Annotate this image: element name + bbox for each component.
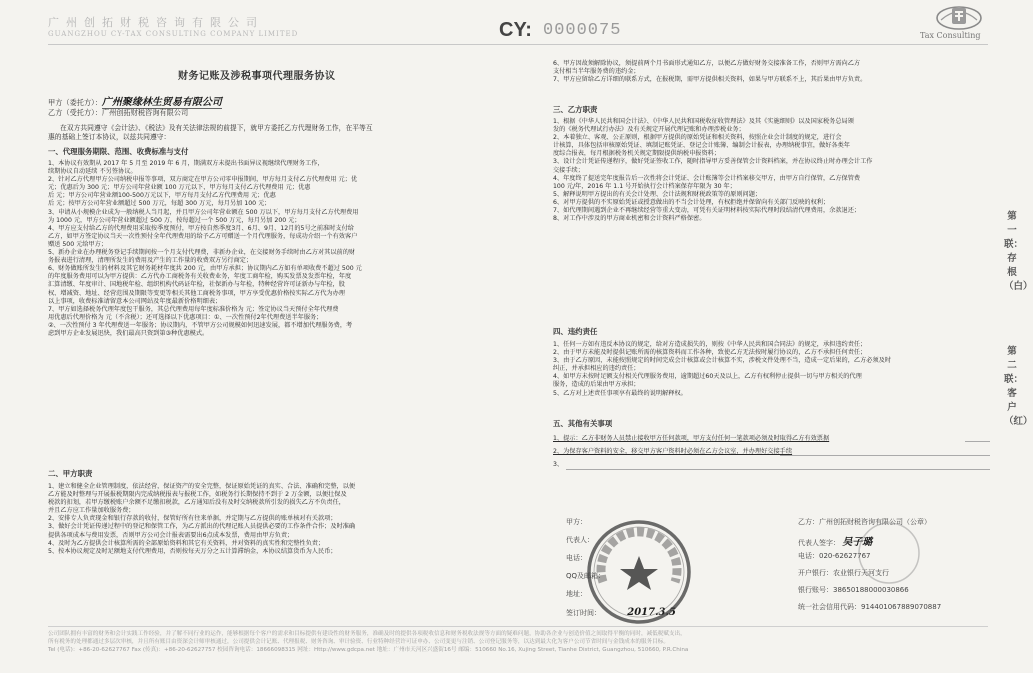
- clause-line: 1、本协议有效期从 2017 年 5 月至 2019 年 6 月，期满双方未提出书面异议视继续代理财务工作，: [48, 160, 324, 167]
- header-company-en: GUANGZHOU CY-TAX CONSULTING COMPANY LIMITED: [48, 30, 299, 38]
- clause-line: 用优惠后代理价格为 元（不含税）；还可选择以下优惠项目：①、一次性预付2年代理费送半年服务；: [48, 313, 323, 321]
- party-a-phone-label: 电话：: [566, 554, 587, 562]
- intro-paragraph: [48, 124, 510, 141]
- clause-line: 7、甲方应留给乙方详细的联系方式，在报税期，需甲方提供相关资料，如果与甲方联系不上，其后果由甲方负责。: [553, 76, 867, 84]
- party-b-credit-code: 统一社会信用代码：914401067889070887: [798, 603, 942, 611]
- clause-line: 5、解释说明甲方提出的有关会计处理、会计法规和财税政策等的原则问题；: [553, 190, 762, 198]
- clause-line: 6、甲方因故须解除协议，须提前两个月书面形式通知乙方，以便乙方做好财务交接准备工作，否则甲方需向乙方: [553, 60, 861, 67]
- clause-line: 3、: [553, 461, 564, 469]
- section-other-matters: [553, 418, 1003, 469]
- clause-line: 3、设计会计凭证传递程序，做好凭证签收工作，随时指导甲方妥善保管会计资料档案，并在协议终止时办理会计工作: [553, 158, 873, 166]
- blank-line: [780, 455, 990, 456]
- clause-line: 后 元；按甲方公司年营业额超过 500 万元，每超 300 万元，每月另加 100 元；: [48, 200, 271, 208]
- party-b-bank: 开户银行：农业银行天河支行: [798, 569, 889, 577]
- clause-line: 2、为保存客户资料的安全，移交甲方客户资料时必须在乙方会议室，并办理好交接手续: [553, 448, 793, 456]
- party-b-sign-label: 乙方：广州创拓财税咨询有限公司（公章）: [798, 518, 931, 526]
- section-heading: 三、乙方职责: [553, 105, 598, 114]
- section-service-terms: [48, 146, 498, 338]
- clause-line: 1、任何一方如有违反本协议的规定，给对方造成损失的，则按《中华人民共和国合同法》的规定，承担违约责任；: [553, 341, 867, 348]
- clause-line: 6、对甲方提供的不实原始凭证或授意做出的不当会计处理，有权拒绝并保留向有关部门反映的权利；: [553, 198, 830, 206]
- header-divider: [48, 44, 988, 45]
- clause-line: 4、甲方应支付给乙方的代理费用采取按季度预付，甲方按自然季度3月、6月、9月、12月的5号之前准时支付给: [48, 224, 354, 232]
- clause-line: 务报表进行清理，清理所发生的费用及产生的工作量的收费双方另行商定；: [48, 257, 253, 265]
- intro-line: 在双方共同遵守《会计法》、《税法》及有关法律法规的前提下，就甲方委托乙方代理财务工作，在平等互: [60, 124, 373, 132]
- clause-line: 元；优惠后为 300 元；甲方公司年营业额 100 万元以下，甲方每月支付乙方代理费用 元；优惠: [48, 184, 311, 192]
- document-title: 财务记账及涉税事项代理服务协议: [178, 71, 336, 82]
- clause-line: 3、申请从小规模企业成为一般纳税人当月起，并且甲方公司年营业额在 500 万以下，甲方每月支付乙方代理费用: [48, 208, 359, 216]
- blank-line: [566, 469, 990, 470]
- clause-line: 7、如代理期间遇到企业不再继续经营等重大变动，可凭有关证明材料按实际代理时段结清代理费用，余款退还；: [553, 207, 861, 215]
- serial-prefix: CY:: [499, 19, 532, 41]
- party-b-rep-signature: 吴子璐: [842, 537, 873, 548]
- section-heading: 四、违约责任: [553, 327, 598, 336]
- clause-line: 以上事项，收费标准请留意本公司网站及年度最新价格明细表；: [48, 297, 222, 305]
- company-seal-icon: [585, 518, 693, 626]
- clause-line: 计核算，具体包括审核原始凭证、填制记账凭证、登记会计账簿、编制会计报表，办理纳税事宜，做好各类年: [553, 142, 850, 150]
- footer-line: 公司团队拥有丰富的财务和会计实践工作经验，并了解不同行业的运作，能够根据每个客户的需求和目标提供有建设性的财务服务，准确及时的提供各项税收信息和财务税收法规等方面的疑难问题，协助各企业与创造价值之间取得平衡的同时，减低税赋支出，: [48, 631, 686, 637]
- party-b-phone: 电话：020-62627767: [798, 552, 871, 560]
- party-b-name: 广州创拓财税咨询有限公司: [101, 108, 189, 117]
- clause-line: 为 1000 元，甲方公司年营业额超过 500 万，按每超过一个 500 万元，每月另加 200 元；: [48, 216, 301, 224]
- clause-line: 5、乙方对上述责任事项享有最终的说明解释权。: [553, 389, 687, 397]
- company-logo-icon: [932, 2, 986, 32]
- clause-line: 发的《税务代理试行办法》及有关规定开展代理记账和办理涉税业务；: [553, 126, 745, 134]
- clause-line: 后 元；甲方公司年营业额100-500万元以下，甲方每月支付乙方代理费用 元；优惠: [48, 192, 276, 200]
- clause-line: 汇算清缴、年度审计、国地税年检、组织机构代码证年检，社保新办与年检，特种经营许可证新办与年检，股: [48, 281, 345, 289]
- side-label-customer: 第二联：客户（红）: [1004, 346, 1033, 427]
- party-a-qq-label: QQ及邮箱：: [566, 572, 606, 580]
- intro-line: 惠的基础上签订本协议，以兹共同遵守：: [48, 132, 171, 141]
- clause-line: 支付相当半年服务费的违约金；: [553, 68, 640, 76]
- section-liability: [553, 326, 1003, 398]
- footer-contact: Tel (电话)：+86-20-62627767 Fax (传真)：+86-20-62627757 校园咨询电话：18666098315 网址：Http://www.gdcpa.net 地址：广州市天河区兴盛街16号 邮编：510660 No.16, Xujing Street, Tianhe District, Guangzhou, 510660, P.R.China: [48, 647, 689, 653]
- serial-number: 0000075: [543, 21, 622, 40]
- party-a-sign-label: 甲方：: [566, 518, 587, 526]
- section-heading: 二、甲方职责: [48, 469, 93, 478]
- footer-divider: [48, 626, 988, 627]
- party-a-rep-label: 代表人：: [566, 536, 594, 544]
- clause-line: 服务，造成的后果由甲方承担；: [553, 381, 640, 389]
- party-b-rep-label: 代表人签字：: [798, 539, 840, 547]
- party-a-label: 甲方（委托方）：: [48, 98, 102, 107]
- party-a-duties-continued: [553, 60, 1003, 84]
- clause-line: 2、安排专人负责现金和银行存款的收付，保管好所有往来单据，并定期与乙方提供的账单核对有关款项；: [48, 515, 337, 523]
- clause-line: 8、对工作中涉及的甲方商业机密和会计资料严格保密。: [553, 215, 706, 223]
- blank-line: [965, 441, 990, 442]
- clause-line: 2、针对乙方代理甲方公司纳税申报等事项，双方商定在甲方公司零申报期间，甲方每月支付乙方代理费用 元；优: [48, 176, 358, 184]
- clause-line: 2、由于甲方未能及时提供记账所需的核算资料而工作各种，致使乙方无法按时履行协议的，乙方不承担任何责任；: [553, 349, 867, 357]
- section-party-a-duties: [48, 468, 498, 556]
- clause-line: 5、按本协议规定及时足额地支付代理费用，否则按每天万分之五计算滞纳金，本协议结算货币为人民币；: [48, 547, 337, 555]
- section-heading: 五、其他有关事项: [553, 419, 613, 428]
- party-a-date-label: 签订时间：: [566, 609, 601, 617]
- party-b-account: 银行账号：38650188000030866: [798, 586, 909, 594]
- footer: [48, 630, 988, 654]
- clause-line: 3、做好会计凭证传递过程中的登记和保管工作，为乙方派出的代理记账人员提供必要的工作条件合作；及时准确: [48, 523, 356, 531]
- clause-line: 的年度服务费用可以为甲方提供：乙方代办工商税务有关收费业务，年度工商年检，购买发票及发票年检，年度: [48, 273, 352, 281]
- clause-line: 3、由于乙方原因，未能按照规定的时间完成会计核算或会计核算不实，涉税文件处理不当，造成一定后果的，乙方必须及时: [553, 357, 892, 365]
- party-a-name: 广州聚缘林生贸易有限公司: [102, 93, 222, 109]
- clause-line: 1、提示：乙方非财务人员禁止接收甲方任何款项，甲方支付任何一笔款项必须及时取得乙方有效票据: [553, 435, 830, 442]
- clause-line: 乙方能及时整理与开展报税期限内完成纳税报表与报税工作，如税务行长期保持不到于 2 万金额，以便壮保及: [48, 491, 347, 499]
- clause-line: 交接手续；: [553, 166, 584, 174]
- clause-line: 6、财务做账所发生的材料及其它财务耗材年度共 200 元，由甲方承担；协议期内乙方如有单项收费不超过 500 元: [48, 265, 362, 273]
- clause-line: 续期协议自动延续 不另签协议。: [48, 168, 137, 176]
- footer-line: 所有税务的处理都通过多层次审核，并且所有账目由资深会计师审核通过，公司提供会计记账、代理报税、财务咨询、审计验资、行业特种经营许可证申办、公司变更与注销、公司登记服务等，以达到最大化为客户公司节省时间与金钱成本的服务目标。: [48, 639, 669, 645]
- header-company-cn: 广州创拓财税咨询有限公司: [48, 16, 264, 29]
- party-b-label: 乙方（受托方）：: [48, 108, 102, 117]
- clause-line: 乙方，如甲方签定协议当天一次性预付全年代理费用的给予乙方可赠送一个月代理服务，每成功介绍一个有效客户: [48, 232, 358, 240]
- clause-line: 1、建立和健全企业管理制度，依法经营，保证资产的安全完整，保证原始凭证的真实、合法、准确和完整，以便: [48, 483, 356, 490]
- clause-line: 5、新办企业在办理税务登记手续期间按一个月支付代理费，非新办企业，在交接财务手续时由乙方对其以前的财: [48, 249, 356, 257]
- side-label-stub: 第一联：存根（白）: [1004, 211, 1033, 292]
- party-a-address-label: 地址：: [566, 590, 587, 598]
- party-b-seal-icon: [856, 520, 922, 586]
- clause-line: 提供各项成本与费用发票，否则甲方公司会计报表需要出6点成本发票，费用由甲方负责；: [48, 531, 294, 539]
- logo-tagline: Tax Consulting: [920, 31, 981, 40]
- section-heading: 一、代理服务期限、范围、收费标准与支付: [48, 147, 189, 156]
- clause-line: 7、甲方如选择税务代理年度包干服务，其总代理费用每年度标准价格为 元；签定协议当天预付全年代理费: [48, 305, 339, 313]
- clause-line: 并且乙方应工作量加收服务费；: [48, 507, 135, 515]
- clause-line: 4、年度终了提送完年度报告后一次性将会计凭证、会计账簿等会计档案移交甲方，由甲方自行保管，乙方保管费: [553, 174, 861, 182]
- clause-line: 1、根据《中华人民共和国会计法》、《中华人民共和国税收征收管理法》及其《实施细则》以及国家税务总局颁: [553, 118, 854, 125]
- clause-line: 赠送 500 元给甲方；: [48, 240, 108, 248]
- party-b-row: [48, 108, 188, 118]
- clause-line: ②、一次性预付 3 年代理费送一年服务；协议期内，不管甲方公司规模如何迅速发展，都不增加代理服务费，考: [48, 321, 353, 329]
- clause-line: 2、本着独立、客观、公正原则，根据甲方提供的原始凭证和相关资料，按照企业会计制度的规定，进行会: [553, 134, 842, 142]
- clause-line: 权、增减资、地址、经营范围及期限等变更等相关其他工商税务事项，甲方享受优惠价格按实际乙方代为办理: [48, 289, 345, 297]
- clause-line: 虑到甲方企业发展迅快，我们最高只资到第③种优惠模式。: [48, 329, 209, 337]
- clause-line: 度综合报表，每月根据税务机关规定期限提供纳税申报资料；: [553, 150, 721, 158]
- clause-line: 100 元/年，2016 年 1.1 号开始执行会计档案保存年限为 30 年；: [553, 182, 736, 190]
- clause-line: 税款的扣划，若甲方缴税账户余额不足缴扣税款，乙方通知后没有及时交纳税款所引发的损失乙方不负责任，: [48, 499, 345, 507]
- party-a-row: [48, 93, 222, 109]
- section-party-b-duties: [553, 104, 1003, 223]
- clause-line: 4、如甲方未按时足额支付相关代理服务费用，逾期超过60天及以上，乙方有权利停止提供一切与甲方相关的代理: [553, 373, 862, 381]
- clause-line: 4、及时为乙方提供会计核算所需的全部原始资料和其它有关资料，并对资料的真实性和完整性负责；: [48, 539, 325, 547]
- clause-line: 纠正，并承担相应的违约责任；: [553, 365, 640, 373]
- party-a-date-value: 2017.3.5: [627, 607, 676, 618]
